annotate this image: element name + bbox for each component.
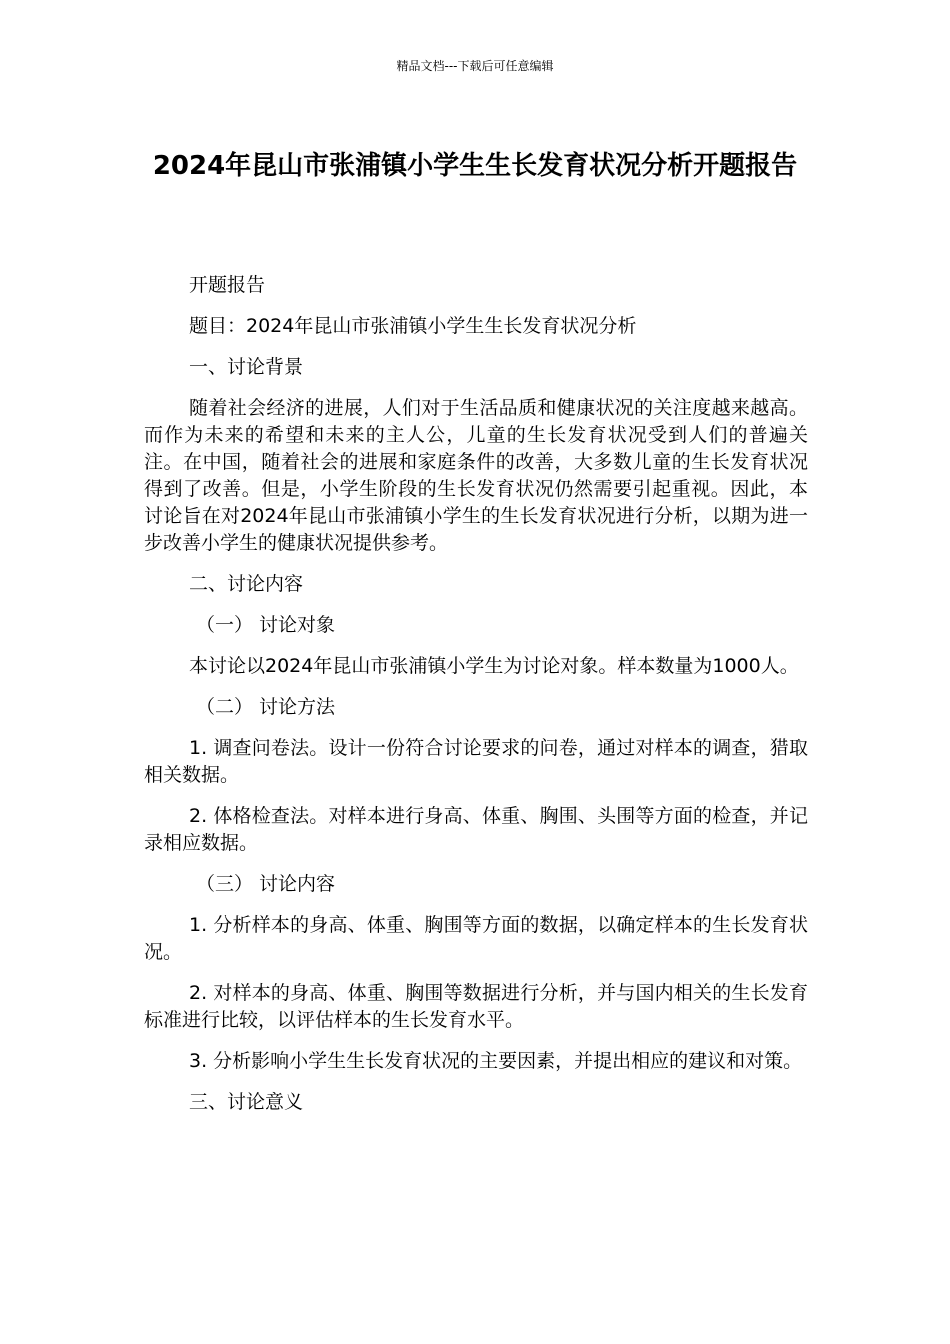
section-heading-content: 二、讨论内容	[189, 573, 304, 595]
section-heading-background: 一、讨论背景	[189, 356, 304, 378]
list-item-content-2: 2. 对样本的身高、体重、胸围等数据进行分析，并与国内相关的生长发育标准进行比较，以评估样本的生长发育水平。	[144, 982, 808, 1031]
list-item-content-1: 1. 分析样本的身高、体重、胸围等方面的数据，以确定样本的生长发育状况。	[144, 914, 808, 963]
list-item-method-1: 1. 调查问卷法。设计一份符合讨论要求的问卷，通过对样本的调查，猎取相关数据。	[144, 737, 808, 786]
paragraph-subject: 本讨论以2024年昆山市张浦镇小学生为讨论对象。样本数量为1000人。	[189, 655, 799, 677]
header-note: 精品文档---下载后可任意编辑	[396, 59, 554, 73]
subsection-heading-content: （三） 讨论内容	[196, 873, 336, 895]
list-item-content-3: 3. 分析影响小学生生长发育状况的主要因素，并提出相应的建议和对策。	[189, 1050, 803, 1072]
subsection-heading-subject: （一） 讨论对象	[196, 614, 336, 636]
list-item-method-2: 2. 体格检查法。对样本进行身高、体重、胸围、头围等方面的检查，并记录相应数据。	[144, 805, 808, 854]
section-heading-significance: 三、讨论意义	[189, 1091, 304, 1113]
subsection-heading-method: （二） 讨论方法	[196, 696, 336, 718]
paragraph-background: 随着社会经济的进展，人们对于生活品质和健康状况的关注度越来越高。而作为未来的希望和未来的主人公，儿童的生长发育状况受到人们的普遍关注。在中国，随着社会的进展和家庭条件的改善，大多数儿童的生长发育状况得到了改善。但是，小学生阶段的生长发育状况仍然需要引起重视。因此，本讨论旨在对2024年昆山市张浦镇小学生的生长发育状况进行分析，以期为进一步改善小学生的健康状况提供参考。	[144, 397, 808, 554]
document-body	[144, 272, 808, 1130]
document-title: 2024年昆山市张浦镇小学生生长发育状况分析开题报告	[152, 151, 798, 181]
paragraph-topic: 题目：2024年昆山市张浦镇小学生生长发育状况分析	[189, 315, 637, 337]
paragraph-report-label: 开题报告	[189, 274, 266, 296]
